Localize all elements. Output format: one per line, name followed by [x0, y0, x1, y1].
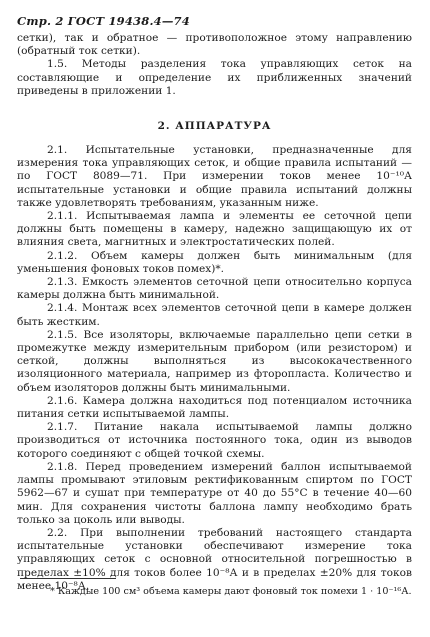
section-title: 2. АППАРАТУРА: [157, 120, 272, 133]
paragraph-2-1-6: 2.1.6. Камера должна находиться под потенциалом источника питания сетки испытываемой лампы.: [17, 394, 412, 421]
paragraph-2-1-5: 2.1.5. Все изоляторы, включаемые параллельно цепи сетки в промежутке между измерительным прибором (или резистором) и сеткой, должны выполняться из высококачественного изоляционного материала, например из фторопласта. Количество и объем изоляторов должны быть минимальными.: [17, 328, 412, 394]
intro-continuation: сетки), так и обратное — противоположное этому направлению (обратный ток сетки).: [17, 32, 412, 58]
footnote: * Каждые 100 см³ объема камеры дают фоновый ток помехи 1 · 10⁻¹⁶А.: [50, 586, 412, 597]
paragraph-2-1-2: 2.1.2. Объем камеры должен быть минимальным (для уменьшения фоновых токов помех)*.: [17, 249, 412, 275]
section-body: [17, 144, 412, 593]
paragraph-2-1: 2.1. Испытательные установки, предназначенные для измерения тока управляющих сеток, и общие правила испытаний — по ГОСТ 8089—71. При измерении токов менее 10⁻¹⁰А испытательные установки и общие правила испытаний должны также удовлетворять требованиям, указанным ниже.: [17, 144, 412, 209]
paragraph-1-5: 1.5. Методы разделения тока управляющих сеток на составляющие и определение их приближенных значений приведены в приложении 1.: [17, 58, 412, 97]
paragraph-2-1-4: 2.1.4. Монтаж всех элементов сеточной цепи в камере должен быть жестким.: [17, 302, 412, 328]
paragraph-2-1-1: 2.1.1. Испытываемая лампа и элементы ее сеточной цепи должны быть помещены в камеру, надежно защищающую их от влияния света, магнитных и электростатических полей.: [17, 210, 412, 249]
paragraph-2-2: 2.2. При выполнении требований настоящего стандарта испытательные установки обеспечивают измерение тока управляющих сеток с основной относительной погрешностью в пределах ±10% для токов более 10⁻⁸А и в пределах ±20% для токов менее 10⁻⁸А.: [17, 526, 412, 592]
page-header: Стр. 2 ГОСТ 19438.4—74: [17, 14, 190, 28]
paragraph-2-1-7: 2.1.7. Питание накала испытываемой лампы должно производиться от источника постоянного тока, один из выводов которого соединяют с общей точкой схемы.: [17, 421, 412, 460]
paragraph-2-1-3: 2.1.3. Емкость элементов сеточной цепи относительно корпуса камеры должна быть минимальной.: [17, 276, 412, 302]
footnote-divider: [20, 578, 116, 579]
paragraph-2-1-8: 2.1.8. Перед проведением измерений баллон испытываемой лампы промывают этиловым ректификованным спиртом по ГОСТ 5962—67 и сушат при температуре от 40 до 55°С в течение 40—60 мин. Для сохранения чистоты баллона лампу необходимо брать только за цоколь или выводы.: [17, 460, 412, 526]
intro-block: [17, 32, 412, 98]
